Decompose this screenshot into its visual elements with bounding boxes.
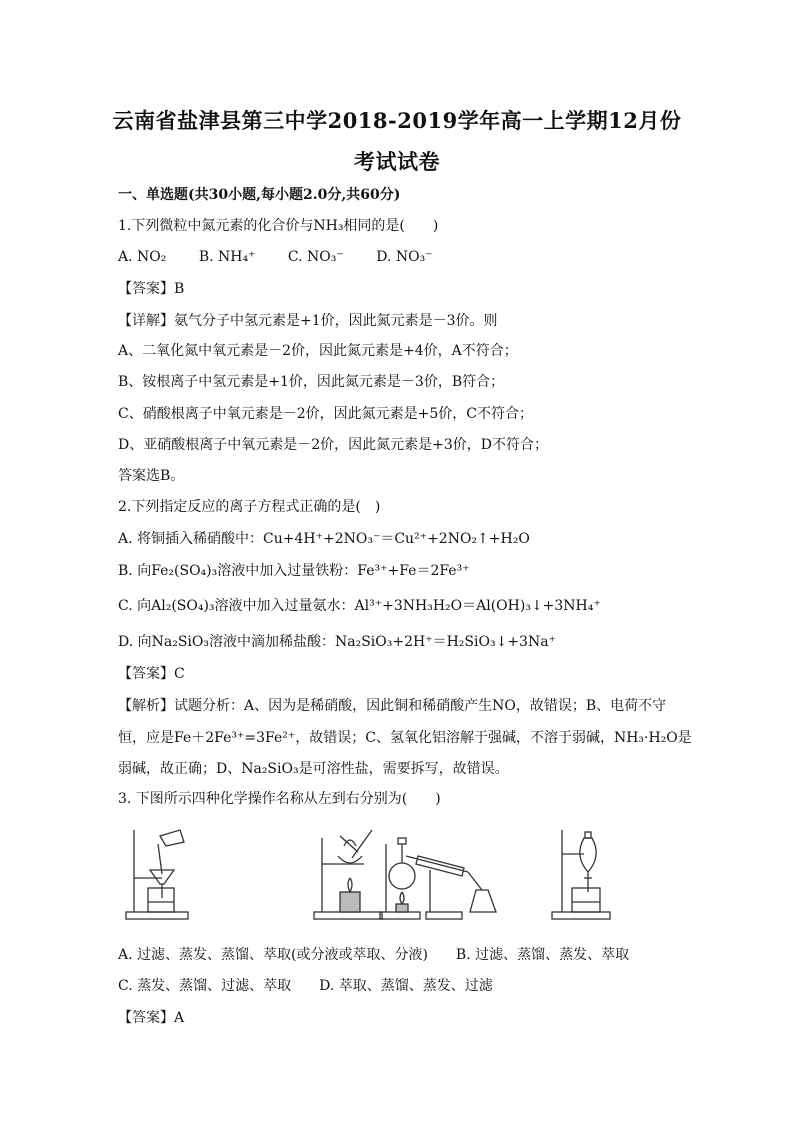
condenser-jacket [416,856,464,876]
q1-answer: 【答案】B [118,281,185,297]
q1-option-a: A. NO₂ [118,249,167,265]
separatory-funnel-figure [548,826,614,922]
doc-title-line2: 考试试卷 [354,149,440,174]
distillation-flask [389,863,415,889]
q2-answer: 【答案】C [118,666,185,682]
q3-answer: 【答案】A [118,1010,185,1026]
evaporation-apparatus-figure [312,826,384,922]
q2-analysis-line: 弱碱，故正确；D、Na₂SiO₃是可溶性盐，需要拆写，故错误。 [118,761,509,777]
thermometer-stopper [398,838,406,844]
conical-flask [470,890,496,912]
q2-option-a: A. 将铜插入稀硝酸中：Cu+4H⁺+2NO₃⁻＝Cu²⁺+2NO₂↑+H₂O [118,531,530,547]
q1-analysis-line: A、二氧化氮中氧元素是－2价，因此氮元素是+4价，A不符合； [118,343,518,359]
evaporating-dish [338,856,362,863]
distillation-apparatus-figure [378,826,502,922]
q1-analysis-line: 答案选B。 [118,468,185,484]
q1-analysis-line: D、亚硝酸根离子中氧元素是－2价，因此氮元素是+3价，D不符合； [118,437,548,453]
flame [400,892,404,904]
q3-stem: 3. 下图所示四种化学操作名称从左到右分别为( ) [118,791,441,807]
stand-base [126,912,188,919]
q2-analysis-line: 恒，应是Fe＋2Fe³⁺=3Fe²⁺，故错误；C、氢氧化铝溶解于强碱，不溶于弱碱，NH₃·H₂O是 [118,730,692,746]
q1-stem: 1.下列微粒中氮元素的化合价与NH₃相同的是( ) [118,218,439,234]
q3-options-line1: A. 过滤、蒸发、蒸馏、萃取(或分液或萃取、分液) B. 过滤、蒸馏、蒸发、萃取 [118,947,630,963]
q1-analysis-line: 【详解】氨气分子中氢元素是+1价，因此氮元素是－3价。则 [118,313,498,329]
q1-option-d: D. NO₃⁻ [376,249,433,265]
q2-stem: 2.下列指定反应的离子方程式正确的是( ) [118,499,381,515]
q2-option-b: B. 向Fe₂(SO₄)₃溶液中加入过量铁粉：Fe³⁺+Fe＝2Fe³⁺ [118,563,470,579]
adapter [468,872,482,890]
separatory-funnel [580,838,596,872]
q1-analysis-line: C、硝酸根离子中氧元素是－2价，因此氮元素是+5价，C不符合； [118,406,533,422]
q2-analysis-line: 【解析】试题分析：A、因为是稀硝酸，因此铜和稀硝酸产生NO，故错误；B、电荷不守 [118,698,667,714]
pouring-beaker [160,830,184,846]
beaker [572,888,600,912]
section-heading: 一、单选题(共30小题,每小题2.0分,共60分) [118,187,401,203]
beaker [148,888,174,912]
q2-option-d: D. 向Na₂SiO₃溶液中滴加稀盐酸：Na₂SiO₃+2H⁺＝H₂SiO₃↓+3Na⁺ [118,634,556,650]
alcohol-lamp [340,892,360,912]
filtration-apparatus-figure [124,826,190,922]
doc-title-line1: 云南省盐津县第三中学2018-2019学年高一上学期12月份 [112,108,682,133]
q1-option-b: B. NH₄⁺ [198,249,256,265]
q2-option-c: C. 向Al₂(SO₄)₃溶液中加入过量氨水：Al³⁺+3NH₃H₂O＝Al(OH)₃↓+3NH₄⁺ [118,598,601,614]
q1-options [118,248,461,266]
stand-base-left [380,912,420,919]
alcohol-lamp [396,904,408,912]
funnel-stopper [585,832,591,838]
q1-option-c: C. NO₃⁻ [287,249,344,265]
stand-base [314,912,382,919]
stand-base [552,912,610,919]
q1-analysis-line: B、铵根离子中氢元素是+1价，因此氮元素是－3价，B符合； [118,374,505,390]
flame [348,878,352,892]
stand-base-right [426,912,462,919]
q3-options-line2: C. 蒸发、蒸馏、过滤、萃取 D. 萃取、蒸馏、蒸发、过滤 [118,978,493,994]
